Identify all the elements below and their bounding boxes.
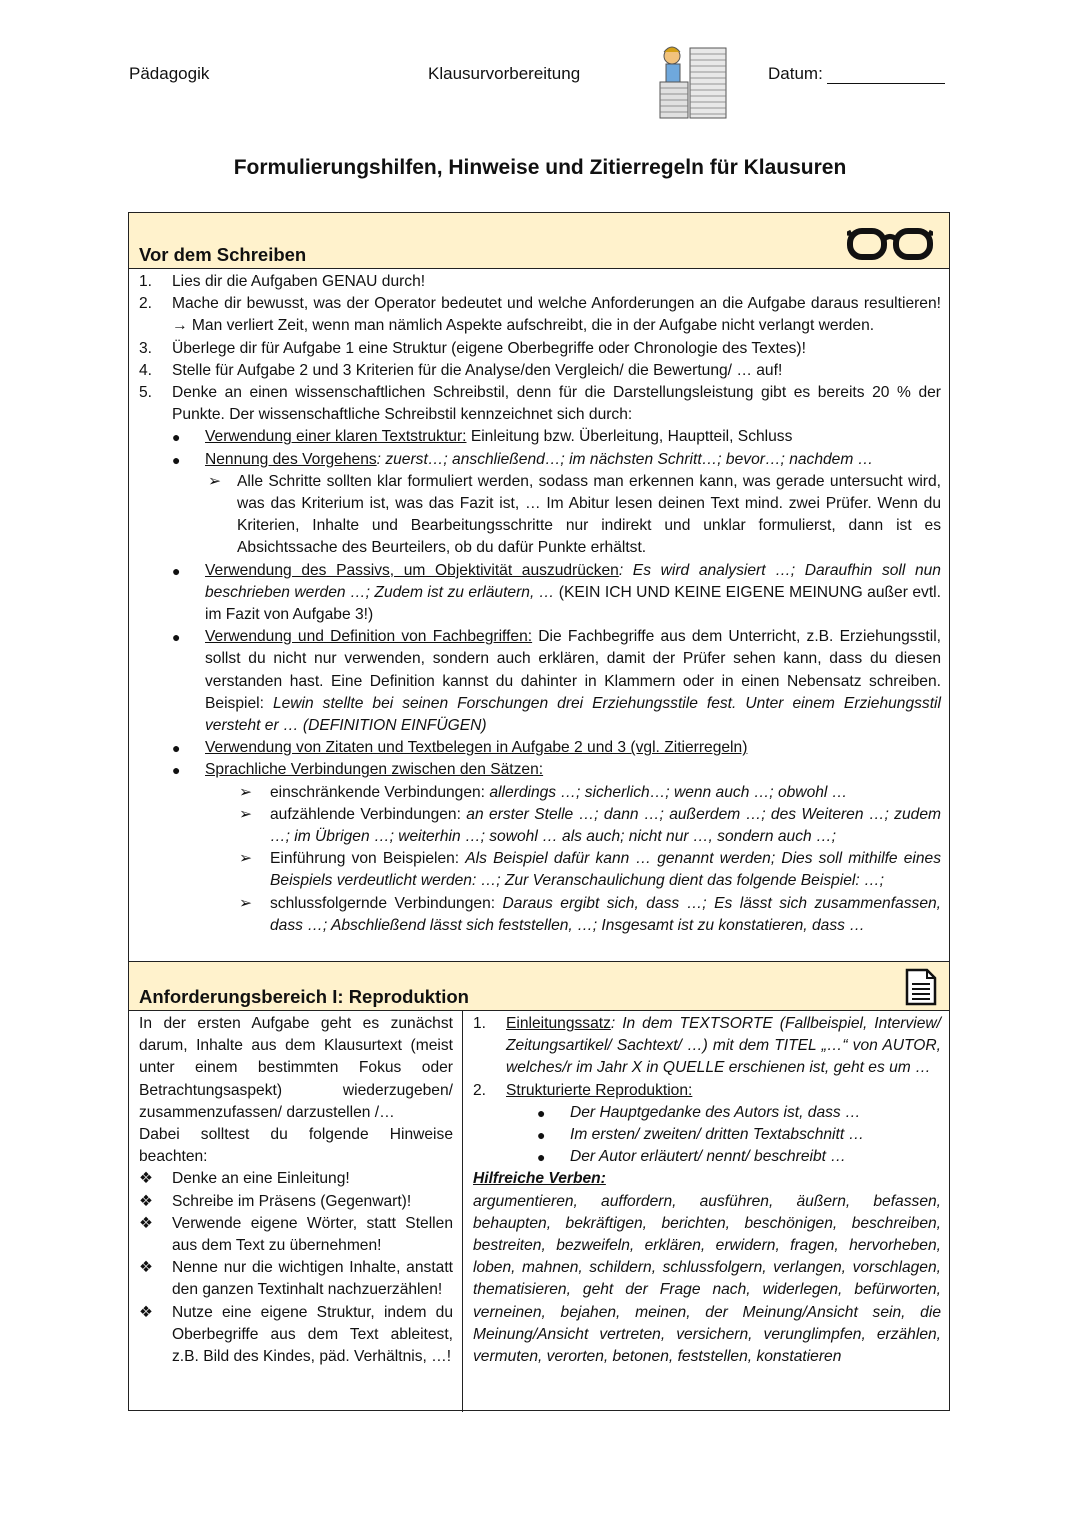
arrow-item: ➢ aufzählende Verbindungen: an erster Stelle …; dann …; außerdem …; des Weiteren …; zudem …; im Übrigen …; weiterhin …; sowohl … als auch; nicht nur …, sondern auch …;	[239, 805, 941, 846]
list-item: 3. Überlege dir für Aufgabe 1 eine Struktur (eigene Oberbegriffe oder Chronologie des Textes)!	[139, 339, 806, 357]
tip-item: ❖ Verwende eigene Wörter, statt Stellen aus dem Text zu übernehmen!	[139, 1214, 453, 1255]
bullet-item: ● Im ersten/ zweiten/ dritten Textabschnitt …	[537, 1126, 865, 1144]
verbs-list: argumentieren, auffordern, ausführen, äußern, befassen, behaupten, bekräftigen, berichten, beschönigen, beschreiben, bestreiten, bezweifeln, erklären, erwidern, fragen, hervorheben, loben, mahnen, schildern, schlussfolgern, verlangen, vorschlagen, thematisieren, geht der Frage nach, widerlegen, befürworten, verneinen, bejahen, meinen, der Meinung/Ansicht sein, die Meinung/Ansicht vertreten, versichern, verunglimpfen, erzählen, vermuten, verorten, betonen, feststellen, konstatieren	[473, 1192, 941, 1366]
list-item: 4. Stelle für Aufgabe 2 und 3 Kriterien für die Analyse/den Vergleich/ die Bewertung/ … auf!	[139, 361, 783, 379]
arrow-item: ➢ Einführung von Beispielen: Als Beispiel dafür kann … genannt werden; Dies soll mithilfe eines Beispiels verdeutlicht werden: …; Zur Veranschaulichung dient das folgende Beispiel: …;	[239, 850, 942, 890]
header-subject: Pädagogik	[129, 64, 210, 83]
intro-text-2: Dabei solltest du folgende Hinweise beachten:	[139, 1126, 453, 1166]
list-item: 2. Mache dir bewusst, was der Operator bedeutet und welche Anforderungen an die Aufgabe daraus resultieren! → Man verliert Zeit, wenn man nämlich Aspekte aufschreibt, die in der Aufgabe nicht verlangt werden.	[139, 295, 941, 335]
section-header-reproduction	[129, 961, 949, 1011]
tip-item: ❖ Schreibe im Präsens (Gegenwart)!	[139, 1192, 412, 1210]
bullet-item: ● Der Hauptgedanke des Autors ist, dass …	[537, 1103, 861, 1121]
list-item: 5. Denke an einen wissenschaftlichen Schreibstil, denn für die Darstellungsleistung gibt es bereits 20 % der Punkte. Der wissenschaftliche Schreibstil kennzeichnet sich durch:	[139, 384, 941, 424]
bullet-item: ● Verwendung einer klaren Textstruktur: Einleitung bzw. Überleitung, Hauptteil, Schluss	[172, 428, 793, 446]
bullet-item: ● Verwendung und Definition von Fachbegriffen: Die Fachbegriffe aus dem Unterricht, z.B. Erziehungsstil, sollst du nicht nur verwenden, sondern auch erklären, damit der Prüfer sehen kann, dass du diesen verstanden hast. Eine Definition kannst du dahinter in Klammern oder in einen Nebensatz schreiben. Beispiel: Lewin stellte bei seinen Forschungen drei Erziehungsstile fest. Unter einem Erziehungsstil versteht er … (DEFINITION EINFÜGEN)	[172, 628, 941, 735]
document-icon	[905, 968, 937, 1006]
page-title: Formulierungshilfen, Hinweise und Zitierregeln für Klausuren	[233, 156, 847, 179]
bullet-item: ● Verwendung des Passivs, um Objektivität auszudrücken: Es wird analysiert …; Daraufhin soll nun beschrieben werden …; Zudem ist zu erläutern, … (KEIN ICH UND KEINE EIGENE MEINUNG außer evtl. im Fazit von Aufgabe 3!)	[172, 561, 941, 624]
date-line	[827, 67, 945, 84]
list-item: 1. Lies dir die Aufgaben GENAU durch!	[139, 273, 426, 290]
verbs-heading: Hilfreiche Verben:	[473, 1170, 606, 1188]
reproduction-bullets	[473, 1102, 941, 1169]
content-box	[128, 212, 950, 1411]
section-header-before-writing	[129, 213, 949, 269]
tip-item: ❖ Nutze eine eigene Struktur, indem du Oberbegriffe aus dem Text ableitest, z.B. Bild des Kindes, päd. Verhältnis, …!	[139, 1303, 453, 1366]
arrow-item: ➢ einschränkende Verbindungen: allerdings …; sicherlich…; wenn auch …; obwohl …	[239, 783, 848, 801]
date-label: Datum:	[768, 64, 823, 83]
bullet-item: ● Verwendung von Zitaten und Textbelegen in Aufgabe 2 und 3 (vgl. Zitierregeln)	[172, 739, 748, 757]
bullet-item: ● Sprachliche Verbindungen zwischen den Sätzen: ➢ einschränkende Verbindungen: allerdings …; sicherlich…; wenn auch …; obwohl … ➢ aufzählende Verbindungen: an erster Stelle …; dann …; außerdem …; des Weiteren …; zudem …; im Übrigen …; weiterhin …; sowohl … als auch; nicht nur …, sondern auch …; ➢ Einführung von Beispielen: Als Beispiel dafür kann … genannt werden; Dies soll mithilfe eines Beispiels verdeutlicht werden: …; Zur Veranschaulichung dient das folgende Beispiel: …; ➢ schlussfolgernde Verbindungen: Daraus ergibt sich, dass …; Es lässt sich zusammenfassen, dass …; Abschließend lässt sich feststellen, …; Insgesamt ist zu konstatieren, dass …	[139, 759, 941, 937]
tip-item: ❖ Denke an eine Einleitung!	[139, 1170, 350, 1188]
glasses-icon	[847, 223, 933, 263]
header-exam: Klausurvorbereitung	[428, 64, 581, 83]
intro-text: In der ersten Aufgabe geht es zunächst darum, Inhalte aus dem Klausurtext (meist unter einem bestimmten Fokus oder Betrachtungsaspekt) wiederzugeben/ zusammenzufassen/ darzustellen /…	[139, 1015, 453, 1121]
section-title: Anforderungsbereich I: Reproduktion	[139, 986, 469, 1007]
header-date	[768, 64, 945, 84]
before-writing-list	[139, 271, 941, 937]
tip-item: ❖ Nenne nur die wichtigen Inhalte, anstatt den ganzen Textinhalt nachzuerzählen!	[139, 1259, 453, 1299]
arrow-item: ➢ Alle Schritte sollten klar formuliert werden, sodass man erkennen kann, was gerade untersucht wird, was das Kriterium ist, was das Fazit ist, … Im Abitur lesen deinen Text mind. zwei Prüfer. Wenn du Kriterien, Inhalte und Bearbeitungsschritte nur indirekt und unklar formulierst, dann ist es Absichtssache des Beurteilers, ob du dafür Punkte erhältst.	[208, 472, 941, 557]
bullet-item: ● Der Autor erläutert/ nennt/ beschreibt …	[537, 1148, 846, 1166]
style-bullets	[139, 426, 941, 937]
tips-list	[139, 1168, 453, 1368]
section-title: Vor dem Schreiben	[139, 244, 307, 265]
bullet-item: ● Nennung des Vorgehens: zuerst…; anschließend…; im nächsten Schritt…; bevor…; nachdem … ➢ Alle Schritte sollten klar formuliert werden, sodass man erkennen kann, was gerade untersucht wird, was das Kriterium ist, was das Fazit ist, … Im Abitur lesen deinen Text mind. zwei Prüfer. Wenn du Kriterien, Inhalte und Bearbeitungsschritte nur indirekt und unklar formulierst, dann ist es Absichtssache des Beurteilers, ob du dafür Punkte erhältst.	[139, 449, 941, 560]
column-divider	[462, 1011, 463, 1412]
list-item: 1. Einleitungssatz: In dem TEXTSORTE (Fallbeispiel, Interview/ Zeitungsartikel/ Sachtext/ …) mit dem TITEL „…“ von AUTOR, welches/r im Jahr X in QUELLE erschienen ist, geht es um …	[473, 1015, 941, 1077]
reproduction-right-column	[473, 1013, 941, 1368]
paper-stack-clipart-icon	[650, 42, 734, 122]
list-item: 2. Strukturierte Reproduktion:	[473, 1081, 693, 1099]
reproduction-left-column	[139, 1013, 453, 1368]
arrow-item: ➢ schlussfolgernde Verbindungen: Daraus ergibt sich, dass …; Es lässt sich zusammenfassen, dass …; Abschließend lässt sich feststellen, …; Insgesamt ist zu konstatieren, dass …	[239, 894, 941, 934]
